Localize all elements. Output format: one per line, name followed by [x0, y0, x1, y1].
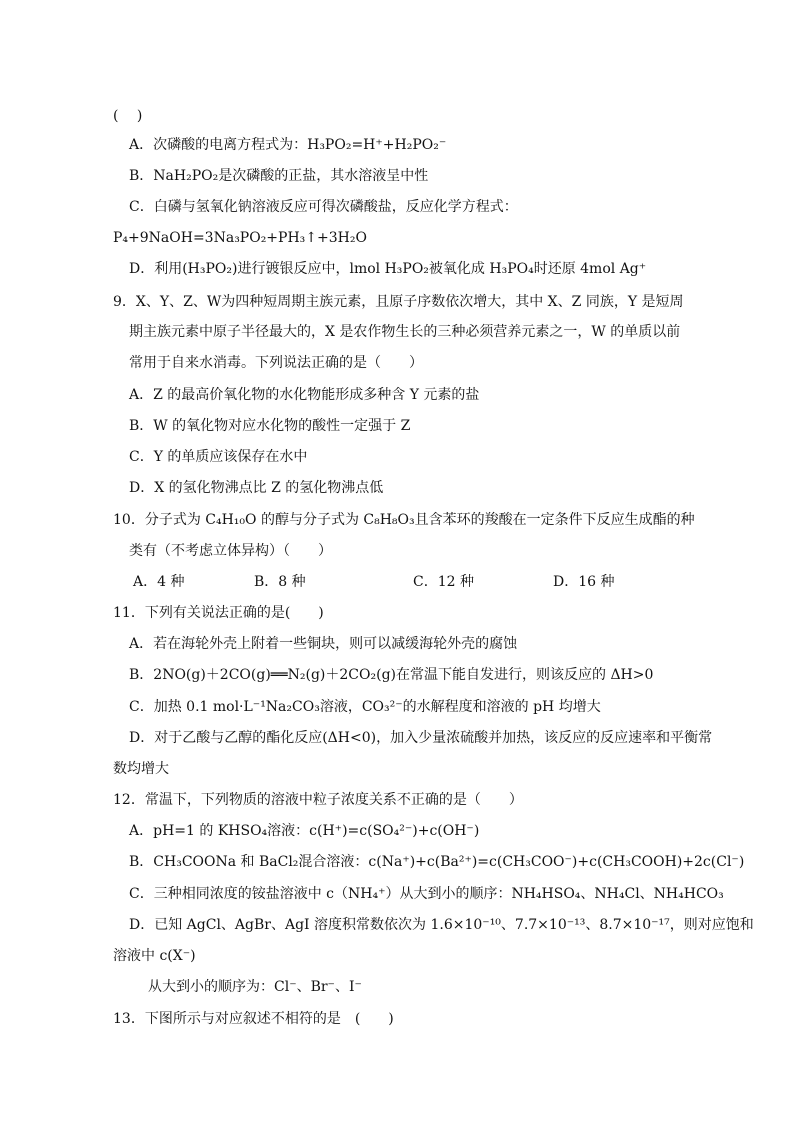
- q10-option-c: C．12 种: [413, 574, 474, 590]
- q13-stem: 13．下图所示与对应叙述不相符的是 ( ): [113, 1011, 394, 1027]
- q8-option-b: B．NaH₂PO₂是次磷酸的正盐，其水溶液呈中性: [129, 168, 429, 184]
- q11-option-d-line-1: D．对于乙酸与乙醇的酯化反应(ΔH<0)，加入少量浓硫酸并加热，该反应的反应速率和平衡常: [129, 730, 713, 746]
- q10-stem-line-2: 类有（不考虑立体异构）（ ）: [129, 543, 332, 559]
- q8-option-c: C．白磷与氢氧化钠溶液反应可得次磷酸盐，反应化学方程式：: [129, 199, 518, 215]
- q12-option-a: A．pH=1 的 KHSO₄溶液：c(H⁺)=c(SO₄²⁻)+c(OH⁻): [129, 823, 480, 839]
- q8-option-c-equation: P₄+9NaOH=3Na₃PO₂+PH₃↑+3H₂O: [113, 230, 367, 246]
- q9-stem-line-2: 期主族元素中原子半径最大的，X 是农作物生长的三种必须营养元素之一，W 的单质以前: [129, 324, 681, 340]
- q9-option-d: D．X 的氢化物沸点比 Z 的氢化物沸点低: [129, 480, 384, 496]
- q11-stem: 11．下列有关说法正确的是( ): [113, 605, 324, 621]
- q9-stem-line-3: 常用于自来水消毒。下列说法正确的是（ ）: [129, 355, 423, 371]
- q10-option-a: A．4 种: [133, 574, 185, 590]
- q12-option-d-line-2: 溶液中 c(X⁻): [113, 948, 196, 964]
- q9-option-c: C．Y 的单质应该保存在水中: [129, 449, 308, 465]
- q12-option-d-line-1: D．已知 AgCl、AgBr、AgI 溶度积常数依次为 1.6×10⁻¹⁰、7.7×10⁻¹³、8.7×10⁻¹⁷，则对应饱和: [129, 917, 754, 933]
- q11-option-b: B．2NO(g)＋2CO(g)══N₂(g)＋2CO₂(g)在常温下能自发进行，则该反应的 ΔH>0: [129, 667, 654, 683]
- q12-option-b: B．CH₃COONa 和 BaCl₂混合溶液：c(Na⁺)+c(Ba²⁺)=c(CH₃COO⁻)+c(CH₃COOH)+2c(Cl⁻): [129, 854, 745, 870]
- q10-stem-line-1: 10．分子式为 C₄H₁₀O 的醇与分子式为 C₈H₈O₃且含苯环的羧酸在一定条件下反应生成酯的种: [113, 512, 695, 528]
- q10-option-d: D．16 种: [553, 574, 615, 590]
- q12-option-c: C．三种相同浓度的铵盐溶液中 c（NH₄⁺）从大到小的顺序：NH₄HSO₄、NH₄Cl、NH₄HCO₃: [129, 886, 724, 902]
- q11-option-a: A．若在海轮外壳上附着一些铜块，则可以减缓海轮外壳的腐蚀: [129, 636, 518, 652]
- q8-option-d: D．利用(H₃PO₂)进行镀银反应中，lmol H₃PO₂被氧化成 H₃PO₄时还原 4mol Ag⁺: [129, 261, 647, 277]
- q9-option-b: B．W 的氧化物对应水化物的酸性一定强于 Z: [129, 418, 411, 434]
- q8-option-a: A．次磷酸的电离方程式为：H₃PO₂=H⁺+H₂PO₂⁻: [129, 137, 447, 153]
- q11-option-c: C．加热 0.1 mol·L⁻¹Na₂CO₃溶液，CO₃²⁻的水解程度和溶液的 pH 均增大: [129, 699, 601, 715]
- q12-option-d-line-3: 从大到小的顺序为：Cl⁻、Br⁻、I⁻: [148, 979, 362, 995]
- q10-option-b: B．8 种: [254, 574, 306, 590]
- q9-option-a: A．Z 的最高价氧化物的水化物能形成多种含 Y 元素的盐: [129, 387, 480, 403]
- q9-stem-line-1: 9．X、Y、Z、W为四种短周期主族元素，且原子序数依次增大，其中 X、Z 同族，Y 是短周: [113, 294, 684, 310]
- q8-answer-paren: ( ): [113, 108, 143, 124]
- q11-option-d-line-2: 数均增大: [113, 761, 169, 777]
- q12-stem: 12．常温下，下列物质的溶液中粒子浓度关系不正确的是（ ）: [113, 792, 523, 808]
